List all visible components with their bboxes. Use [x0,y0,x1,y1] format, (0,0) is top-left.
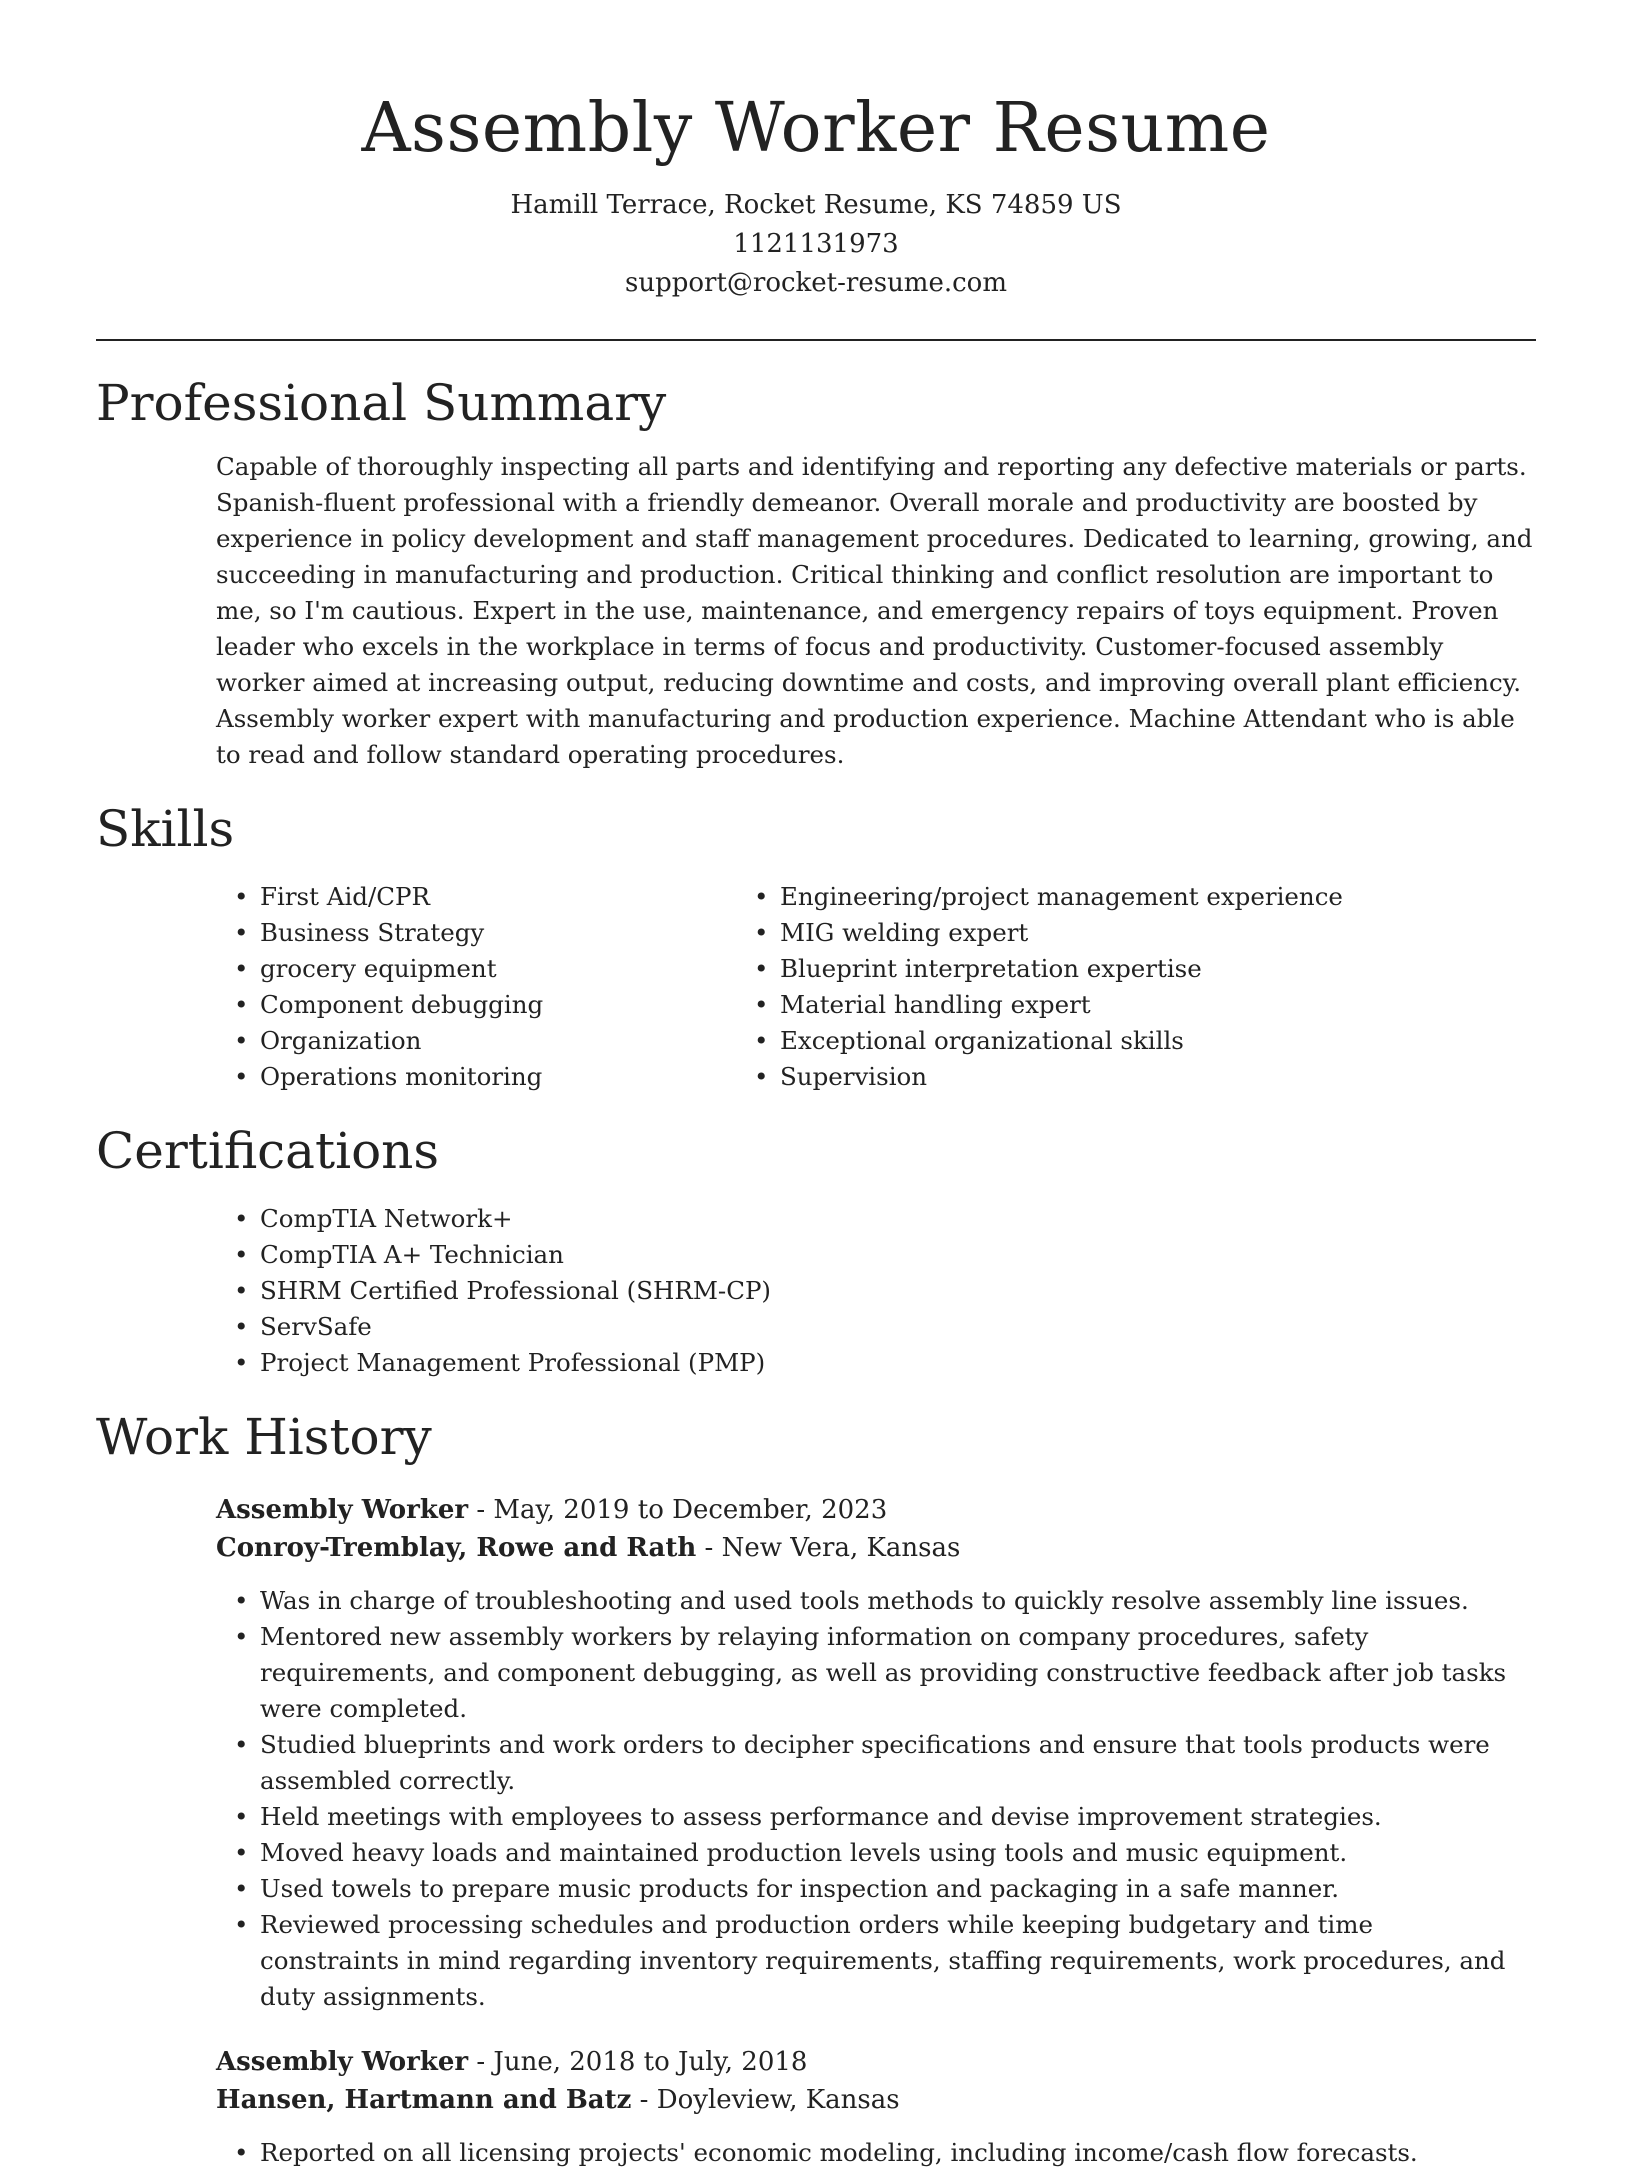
job-company-line [216,1529,1536,1567]
skill-item-text: Business Strategy [260,918,485,947]
job-duty-item-text: Used towels to prepare music products for inspection and packaging in a safe manner. [260,1874,1340,1903]
separator: - [631,2085,657,2115]
bullet-icon: • [234,1062,249,1091]
skill-item [754,951,1396,987]
skill-item-text: MIG welding expert [780,918,1029,947]
certification-item-text: ServSafe [260,1312,372,1341]
skill-item-text: Blueprint interpretation expertise [780,954,1202,983]
job-duty-item-text: Was in charge of troubleshooting and used tools methods to quickly resolve assembly line issues. [260,1586,1469,1615]
skill-item [234,987,746,1023]
job-role: Assembly Worker [216,1495,469,1525]
bullet-icon: • [234,1240,249,1269]
job-location: New Vera, Kansas [721,1533,961,1563]
email[interactable]: support@rocket-resume.com [624,268,1007,298]
bullet-icon: • [234,990,249,1019]
bullet-icon: • [754,1062,769,1091]
skill-item [234,915,746,951]
phone: 1121131973 [733,229,899,259]
bullet-icon: • [234,1312,249,1341]
certification-item-text: CompTIA A+ Technician [260,1240,564,1269]
address: Hamill Terrace, Rocket Resume, KS 74859 US [510,190,1122,220]
skill-item-text: Supervision [780,1062,928,1091]
resume-title: Assembly Worker Resume [361,89,1271,168]
work-history-list [96,1491,1536,2171]
skill-item [754,879,1396,915]
certification-item [234,1237,1536,1273]
bullet-icon: • [234,1276,249,1305]
bullet-icon: • [754,990,769,1019]
skill-item-text: Component debugging [260,990,544,1019]
job-duty-item-text: Reported on all licensing projects' economic modeling, including income/cash flow forecasts. [260,2138,1418,2167]
skills-columns [96,879,1536,1095]
job-duty-item-text: Studied blueprints and work orders to decipher specifications and ensure that tools products were assembled correctly. [260,1730,1490,1795]
section-title-certifications: Certifications [96,1122,440,1180]
skill-item [234,1059,746,1095]
skill-item-text: First Aid/CPR [260,882,430,911]
section-title-work-history: Work History [96,1408,432,1466]
header-divider [96,339,1536,341]
certification-item [234,1309,1536,1345]
job-duty-item [234,1727,1510,1799]
certification-item [234,1345,1536,1381]
certification-item-text: CompTIA Network+ [260,1204,513,1233]
bullet-icon: • [754,882,769,911]
job-duties-list [234,1583,1510,2015]
bullet-icon: • [234,954,249,983]
bullet-icon: • [234,882,249,911]
job-entry [216,1491,1536,2015]
separator: - [696,1533,722,1563]
resume-header [96,0,1536,303]
skill-item-text: Material handling expert [780,990,1091,1019]
bullet-icon: • [234,1874,249,1903]
bullet-icon: • [234,1026,249,1055]
bullet-icon: • [234,1838,249,1867]
certifications-list [234,1201,1536,1381]
bullet-icon: • [234,1910,249,1939]
bullet-icon: • [234,1730,249,1759]
bullet-icon: • [754,918,769,947]
certification-item [234,1273,1536,1309]
skill-item [754,1059,1396,1095]
bullet-icon: • [234,2138,249,2167]
bullet-icon: • [234,1204,249,1233]
job-duty-item-text: Reviewed processing schedules and production orders while keeping budgetary and time constraints in mind regarding inventory requirements, staffing requirements, work procedures, and duty assignments. [260,1910,1506,2011]
section-title-summary: Professional Summary [96,374,667,432]
skill-item [234,951,746,987]
skills-column-right [746,879,1396,1095]
job-location: Doyleview, Kansas [656,2085,900,2115]
job-duty-item [234,1871,1510,1907]
certification-item-text: SHRM Certified Professional (SHRM-CP) [260,1276,771,1305]
certification-item [234,1201,1536,1237]
skill-item [234,1023,746,1059]
bullet-icon: • [234,918,249,947]
job-role: Assembly Worker [216,2047,469,2077]
skill-item [754,1023,1396,1059]
job-duty-item [234,1583,1510,1619]
skill-item-text: Exceptional organizational skills [780,1026,1184,1055]
skill-item-text: Operations monitoring [260,1062,543,1091]
skill-item-text: Engineering/project management experience [780,882,1343,911]
skill-item [754,915,1396,951]
job-entry [216,2043,1536,2171]
bullet-icon: • [754,1026,769,1055]
separator: - [468,1495,494,1525]
skill-item [234,879,746,915]
job-duty-item [234,2135,1510,2171]
job-duties-list [234,2135,1510,2171]
job-duty-item [234,1835,1510,1871]
skill-item-text: grocery equipment [260,954,497,983]
skills-column-left [96,879,746,1095]
job-title-line [216,2043,1536,2081]
bullet-icon: • [234,1802,249,1831]
certification-item-text: Project Management Professional (PMP) [260,1348,766,1377]
job-duty-item [234,1907,1510,2015]
skills-list-left [234,879,746,1095]
job-company: Conroy-Tremblay, Rowe and Rath [216,1533,697,1563]
bullet-icon: • [754,954,769,983]
job-duty-item-text: Held meetings with employees to assess performance and devise improvement strategies. [260,1802,1382,1831]
separator: - [468,2047,494,2077]
skills-list-right [754,879,1396,1095]
job-duty-item [234,1619,1510,1727]
job-company: Hansen, Hartmann and Batz [216,2085,632,2115]
job-title-line [216,1491,1536,1529]
resume-page [96,0,1536,2171]
job-duty-item-text: Mentored new assembly workers by relaying information on company procedures, safety requirements, and component debugging, as well as providing constructive feedback after job tasks were completed. [260,1622,1507,1723]
job-company-line [216,2081,1536,2119]
bullet-icon: • [234,1622,249,1651]
job-dates: June, 2018 to July, 2018 [493,2047,808,2077]
job-dates: May, 2019 to December, 2023 [493,1495,888,1525]
bullet-icon: • [234,1586,249,1615]
skill-item-text: Organization [260,1026,422,1055]
job-duty-item [234,1799,1510,1835]
job-duty-item-text: Moved heavy loads and maintained production levels using tools and music equipment. [260,1838,1348,1867]
bullet-icon: • [234,1348,249,1377]
skill-item [754,987,1396,1023]
summary-text: Capable of thoroughly inspecting all parts and identifying and reporting any defective materials or parts. Spanish-fluent professional with a friendly demeanor. Overall morale and productivity are boosted by experience in policy development and staff management procedures. Dedicated to learning, growing, and succeeding in manufacturing and production. Critical thinking and conflict resolution are important to me, so I'm cautious. Expert in the use, maintenance, and emergency repairs of toys equipment. Proven leader who excels in the workplace in terms of focus and productivity. Customer-focused assembly worker aimed at increasing output, reducing downtime and costs, and improving overall plant efficiency. Assembly worker expert with manufacturing and production experience. Machine Attendant who is able to read and follow standard operating procedures. [216,452,1533,769]
section-title-skills: Skills [96,800,235,858]
